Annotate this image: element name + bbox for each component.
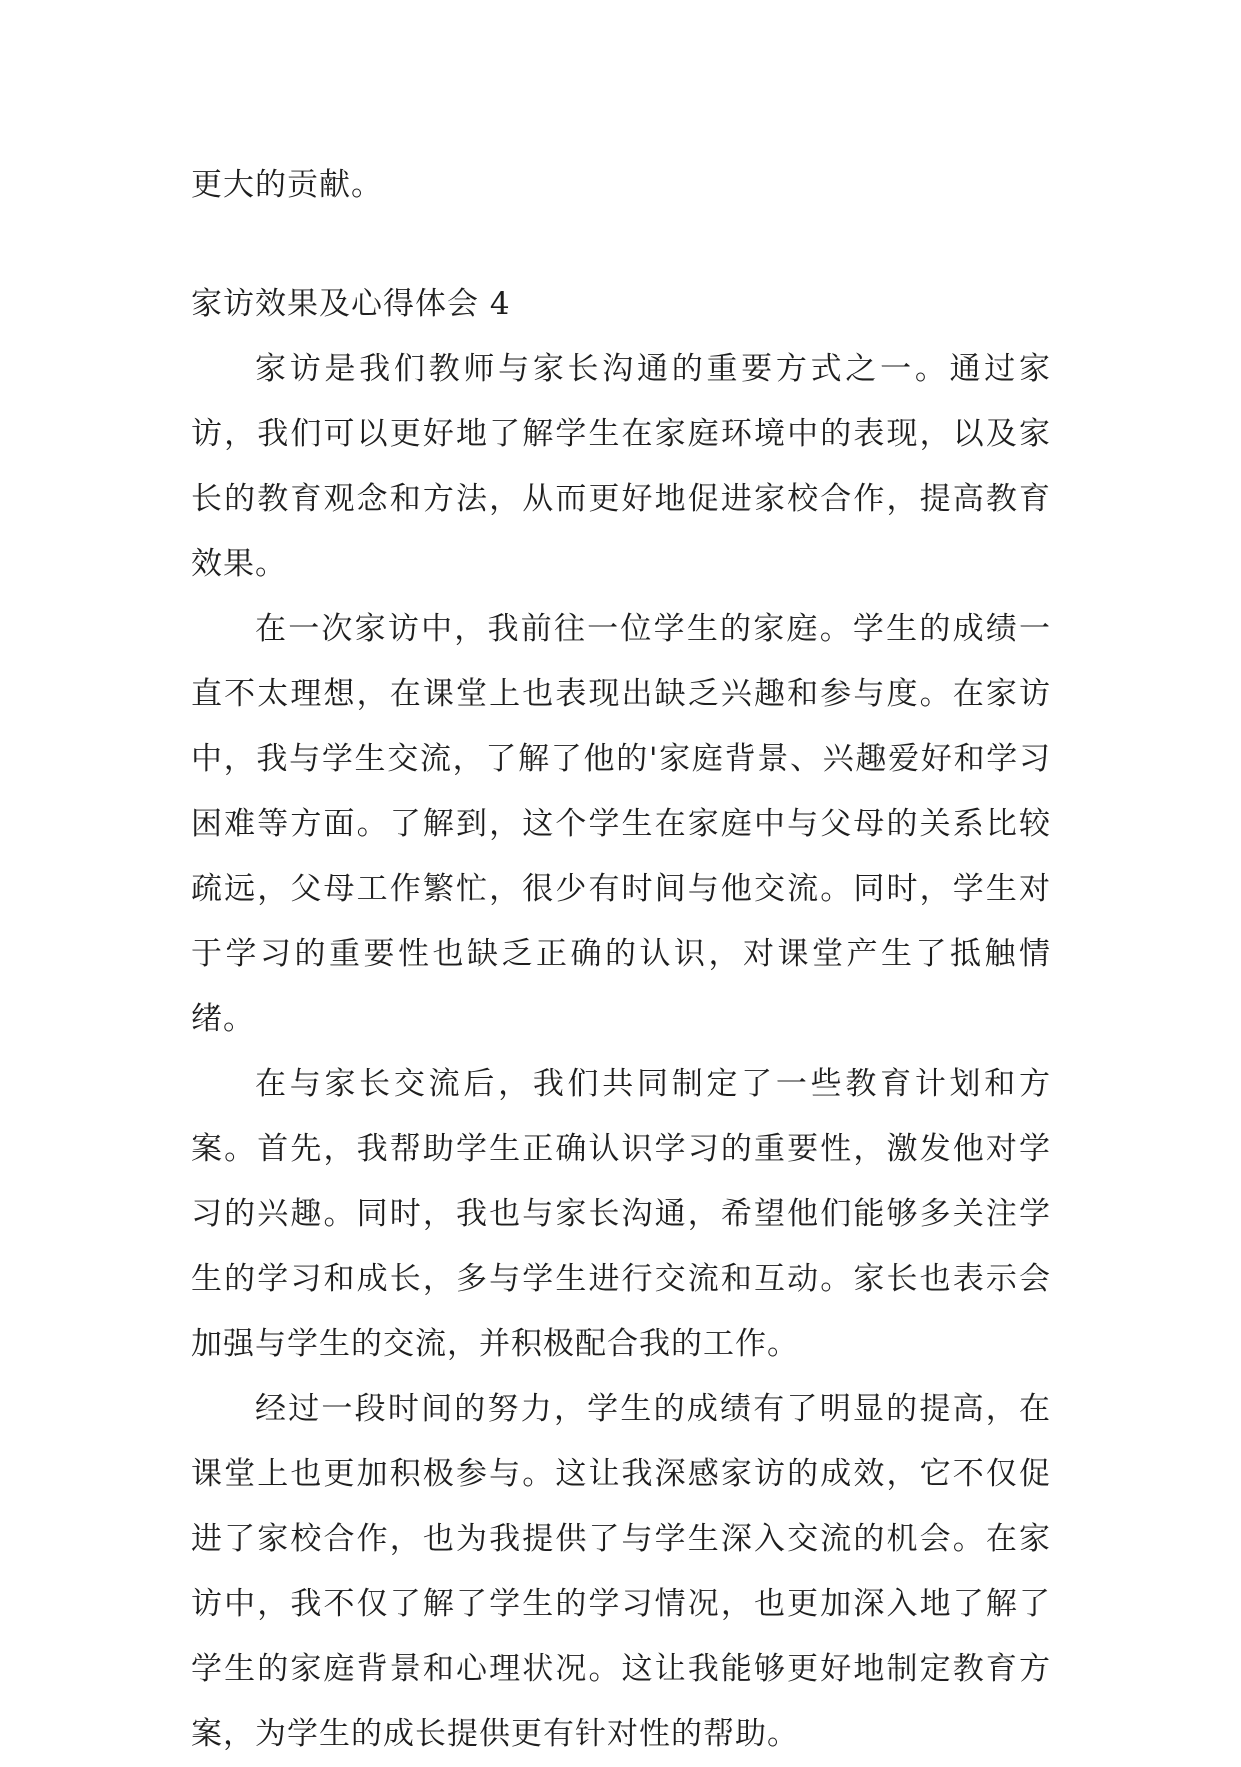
document-body bbox=[191, 153, 1051, 1767]
paragraph-4: 经过一段时间的努力，学生的成绩有了明显的提高，在课堂上也更加积极参与。这让我深感家访的成效，它不仅促进了家校合作，也为我提供了与学生深入交流的机会。在家访中，我不仅了解了学生的学习情况，也更加深入地了解了学生的家庭背景和心理状况。这让我能够更好地制定教育方案，为学生的成长提供更有针对性的帮助。 bbox=[191, 1391, 1051, 1752]
paragraph-2: 在一次家访中，我前往一位学生的家庭。学生的成绩一直不太理想，在课堂上也表现出缺乏兴趣和参与度。在家访中，我与学生交流，了解了他的'家庭背景、兴趣爱好和学习困难等方面。了解到，这个学生在家庭中与父母的关系比较疏远，父母工作繁忙，很少有时间与他交流。同时，学生对于学习的重要性也缺乏正确的认识，对课堂产生了抵触情绪。 bbox=[191, 611, 1051, 1037]
paragraph-3: 在与家长交流后，我们共同制定了一些教育计划和方案。首先，我帮助学生正确认识学习的重要性，激发他对学习的兴趣。同时，我也与家长沟通，希望他们能够多关注学生的学习和成长，多与学生进行交流和互动。家长也表示会加强与学生的交流，并积极配合我的工作。 bbox=[191, 1066, 1051, 1362]
section-gap bbox=[191, 218, 1051, 272]
paragraph-1: 家访是我们教师与家长沟通的重要方式之一。通过家访，我们可以更好地了解学生在家庭环境中的表现，以及家长的教育观念和方法，从而更好地促进家校合作，提高教育效果。 bbox=[191, 351, 1051, 582]
section-title: 家访效果及心得体会 4 bbox=[191, 286, 511, 322]
continuation-line: 更大的贡献。 bbox=[191, 167, 383, 203]
